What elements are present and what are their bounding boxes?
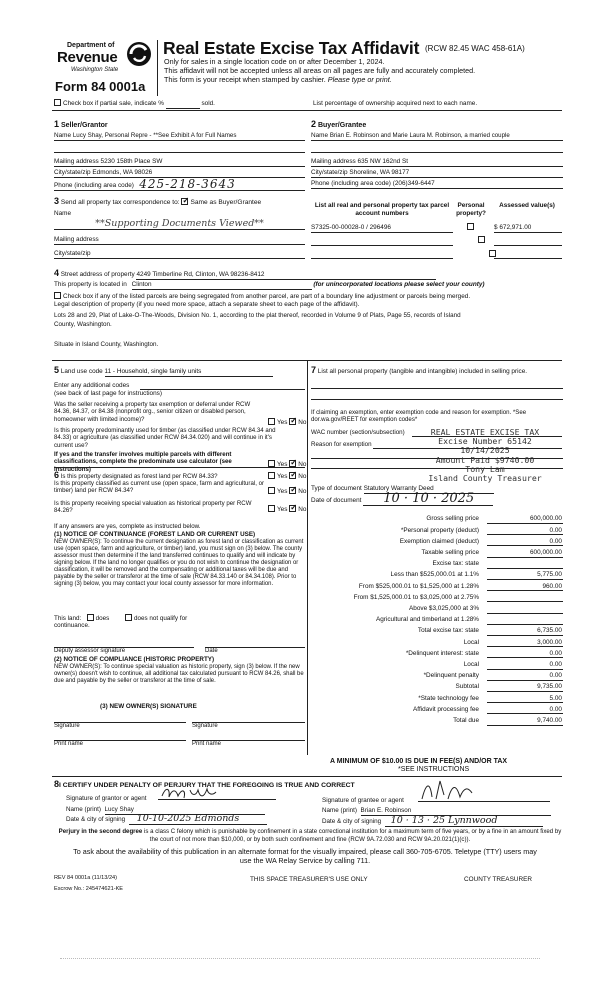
new-owner-print-label-2: Print name <box>192 741 222 747</box>
fee-row <box>310 715 563 726</box>
dept-line2: Revenue <box>57 49 118 66</box>
buyer-phone-value[interactable]: (206)349-6447 <box>392 180 435 187</box>
timber-question: Is this property predominantly used for timber (as classified under RCW 84.34 and 84.33) or agriculture (as classified under RCW 84.34.020) and will continue in it's current use? <box>54 427 276 449</box>
dept-logo <box>57 40 157 84</box>
fee-label: *Delinquent interest: state <box>405 649 479 657</box>
buyer-name-row <box>311 132 563 141</box>
fee-value[interactable]: 600,000.00 <box>487 549 563 558</box>
parcel-col2-header: Personal property? <box>456 202 486 217</box>
fee-row <box>310 636 563 647</box>
ownership-note: List percentage of ownership acquired next to each name. <box>313 100 478 107</box>
grantee-sig-label: Signature of grantee or agent <box>322 797 404 804</box>
fee-label: Total excise tax: state <box>417 627 479 635</box>
located-note: (for unincorporated locations please select your county) <box>313 281 485 288</box>
fee-label: Less than $525,000.01 at 1.1% <box>390 571 479 579</box>
fee-label: Affidavit processing fee <box>413 705 479 713</box>
fee-row <box>310 569 563 580</box>
form-number: Form 84 0001a <box>55 79 146 94</box>
grantee-signature[interactable] <box>418 782 550 802</box>
perjury-bold: Perjury in the second degree <box>58 828 143 835</box>
parcel-col1-header: List all real and personal property tax parcel account numbers <box>314 202 450 217</box>
current-use-yes-checkbox[interactable] <box>268 487 275 494</box>
fee-row <box>310 580 563 591</box>
fee-label: Subtotal <box>455 683 479 691</box>
stamp-line1: REAL ESTATE EXCISE TAX <box>430 427 540 437</box>
fee-label: Taxable selling price <box>421 548 479 556</box>
forest-yes-no: Yes ✓ No <box>268 472 306 481</box>
fee-value[interactable] <box>487 594 563 603</box>
fee-value[interactable]: 3,000.00 <box>487 639 563 648</box>
fee-row <box>310 591 563 602</box>
buyer-mail-label: Mailing address <box>311 158 356 165</box>
notice2-title: (2) NOTICE OF COMPLIANCE (HISTORIC PROPERTY) <box>54 656 215 663</box>
seller-city-label: City/state/zip <box>54 169 91 176</box>
land-use-value[interactable]: 11 - Household, single family units <box>105 368 273 377</box>
this-land-row: This land: does does not qualify for <box>54 615 188 622</box>
fee-row <box>310 535 563 546</box>
buyer-city-value[interactable]: Shoreline, WA 98177 <box>349 169 410 176</box>
buyer-heading: 2 Buyer/Grantee <box>311 119 367 129</box>
corr-name-label: Name <box>54 210 72 217</box>
buyer-name-value[interactable]: Brian E. Robinson and Marie Laura M. Robinson, a married couple <box>329 132 510 140</box>
corr-city-row[interactable] <box>54 250 305 259</box>
personal-property-checkbox-3[interactable] <box>489 250 496 257</box>
exemption-yes-no: Yes ✓ No <box>268 418 306 427</box>
fee-row <box>310 692 563 703</box>
doc-date-label: Date of document <box>311 497 362 504</box>
fee-value[interactable]: 9,740.00 <box>487 717 563 726</box>
revenue-swirl-icon <box>125 40 153 68</box>
assessed-value-1[interactable]: $ 672,971.00 <box>494 224 562 233</box>
fee-value[interactable]: 0.00 <box>487 672 563 681</box>
personal-property-checkbox-1[interactable] <box>467 223 474 230</box>
perjury-body: is a class C felony which is punishable by confinement in a state correctional institution for a maximum term of five years, or by a fine in an amount fixed by the court of not more than $10,000, or by both such confinement and fine (RCW 9A.72.030 and RCW 9A.20.021(1)(c)). <box>144 828 562 843</box>
reason-label: Reason for exemption <box>311 441 372 448</box>
fee-label: Total due <box>453 716 479 724</box>
rev-number: REV 84 0001a (11/13/24) <box>54 875 118 881</box>
timber-yes-checkbox[interactable] <box>268 460 275 467</box>
form-title: Real Estate Excise Tax Affidavit <box>163 38 420 58</box>
exemption-no-checkbox[interactable] <box>289 418 296 425</box>
corr-city-label: City/state/zip <box>54 250 91 258</box>
fee-row <box>310 603 563 614</box>
grantee-name-label: Name (print) <box>322 807 357 814</box>
fee-label: Local <box>463 638 479 646</box>
fee-label: Excise tax: state <box>432 560 479 568</box>
header-sub3-text: This form is your receipt when stamped by cashier. <box>164 75 326 84</box>
partial-percent-field[interactable] <box>166 100 200 109</box>
seller-mail-row <box>54 158 305 167</box>
fee-value[interactable] <box>487 560 563 569</box>
same-as-buyer-checkbox[interactable] <box>181 198 188 205</box>
county-treasurer-label: COUNTY TREASURER <box>464 876 532 883</box>
exemption-yes-checkbox[interactable] <box>268 418 275 425</box>
land-use-row: 5 Land use code 11 - Household, single family units <box>54 365 273 377</box>
header-sub3 <box>164 76 392 85</box>
dept-line1: Department of <box>67 42 115 49</box>
fee-row <box>310 513 563 524</box>
fee-row <box>310 659 563 670</box>
dept-line3: Washington State <box>71 67 119 73</box>
located-label: This property is located in <box>54 281 127 288</box>
legal-line3[interactable]: Situate in Island County, Washington. <box>54 341 159 348</box>
fee-row <box>310 681 563 692</box>
located-value[interactable]: Clinton <box>132 281 312 290</box>
fee-row <box>310 625 563 636</box>
forest-question: 6 Is this property designated as forest land per RCW 84.33? <box>54 470 218 480</box>
treasurer-use-label: THIS SPACE TREASURER'S USE ONLY <box>250 876 368 883</box>
continuance-label: continuance. <box>54 622 90 629</box>
street-label: Street address of property <box>60 271 135 278</box>
fee-label: Agricultural and timberland at 1.28% <box>375 616 479 624</box>
fee-value[interactable]: 9,735.00 <box>487 683 563 692</box>
fee-value[interactable]: 0.00 <box>487 661 563 670</box>
parcel-col3-header: Assessed value(s) <box>499 202 555 209</box>
header-sub3-italic: Please type or print. <box>327 75 392 84</box>
escrow-row <box>54 886 123 893</box>
minimum-line1: A MINIMUM OF $10.00 IS DUE IN FEE(S) AND/OR TAX <box>330 758 508 765</box>
segregated-text: Check box if any of the listed parcels are being segregated from another parcel, are part of a boundary line adjustment or parcels being merged. <box>63 293 471 300</box>
grantor-signature-scribble <box>160 786 230 800</box>
fee-value[interactable]: 6,735.00 <box>487 627 563 636</box>
perjury-text <box>54 828 566 843</box>
fee-row <box>310 670 563 681</box>
fee-value[interactable]: 0.00 <box>487 706 563 715</box>
buyer-mail-row <box>311 158 563 167</box>
grantor-name-value[interactable]: Lucy Shay <box>105 806 265 815</box>
fee-label: Exemption claimed (deduct) <box>399 537 479 545</box>
fee-row <box>310 547 563 558</box>
exemption-instruction: If claiming an exemption, enter exemption code and reason for exemption. *See dor.wa.gov/REET for exemption codes* <box>311 409 527 424</box>
buyer-phone-row <box>311 180 563 189</box>
segregated-checkbox[interactable] <box>54 292 61 299</box>
located-row <box>54 281 485 290</box>
grantee-date-value[interactable]: 10 · 13 · 25 Lynnwood <box>385 815 543 827</box>
doc-date-row <box>311 493 493 506</box>
current-use-yes-no: Yes ✓ No <box>268 487 306 496</box>
parcel-number-1[interactable]: S7325-00-00028-0 / 296496 <box>311 224 453 233</box>
doc-type-label: Type of document <box>311 485 362 492</box>
partial-label-a: Check box if partial sale, indicate % <box>63 100 164 107</box>
seller-phone-row <box>54 179 305 191</box>
seller-name-label: Name <box>54 132 72 139</box>
grantor-sig-label: Signature of grantor or agent <box>66 795 147 802</box>
deputy-signature-label: Deputy assessor signature <box>54 648 126 654</box>
buyer-name-label: Name <box>311 132 329 139</box>
seller-name-row <box>54 132 305 141</box>
legal-line2[interactable]: County, Washington. <box>54 321 112 328</box>
notice1-title: (1) NOTICE OF CONTINUANCE (FOREST LAND OR CURRENT USE) <box>54 531 256 538</box>
certify-heading: 8I CERTIFY UNDER PENALTY OF PERJURY THAT THE FOREGOING IS TRUE AND CORRECT <box>54 779 355 789</box>
addl-codes-label: Enter any additional codes <box>54 382 130 389</box>
buyer-city-row <box>311 169 563 178</box>
form-rcw: (RCW 82.45 WAC 458-61A) <box>425 44 525 53</box>
fee-value[interactable] <box>487 605 563 614</box>
forest-yes-checkbox[interactable] <box>268 472 275 479</box>
fee-row <box>310 703 563 714</box>
partial-label-b: sold. <box>201 100 215 107</box>
grantee-signature-scribble <box>418 779 498 801</box>
escrow-label: Escrow No.: <box>54 886 85 892</box>
new-owner-sig-label-2: Signature <box>192 723 218 729</box>
grantee-date-label: Date & city of signing <box>322 818 382 825</box>
minimum-line2: *SEE INSTRUCTIONS <box>398 766 470 773</box>
new-owner-print-label-1: Print name <box>54 741 84 747</box>
current-use-no-checkbox[interactable] <box>289 487 296 494</box>
stamp-line2: Excise Number 65142 <box>438 436 532 447</box>
fee-row <box>310 647 563 658</box>
fee-value[interactable]: 0.00 <box>487 527 563 536</box>
stamp-line6: Island County Treasurer <box>428 472 542 483</box>
forest-no-checkbox[interactable] <box>289 472 296 479</box>
historic-question: Is this property receiving special valuation as historical property per RCW 84.26? <box>54 500 252 515</box>
seller-city-value[interactable]: Edmonds, WA 98026 <box>92 169 153 176</box>
partial-sale-checkbox[interactable] <box>54 99 61 106</box>
header-sub2: This affidavit will not be accepted unless all areas on all pages are fully and accurately completed. <box>164 66 476 75</box>
stamp-line4: Amount Paid $9740.00 <box>435 454 535 465</box>
fee-value[interactable]: 5.00 <box>487 695 563 704</box>
corr-heading: 3 Send all property tax correspondence to: ✓ Same as Buyer/Grantee <box>54 196 261 207</box>
current-use-question: Is this property classified as current use (open space, farm and agricultural, or timber) land per RCW 84.34? <box>54 480 264 495</box>
notice1-body: NEW OWNER(S): To continue the current designation as forest land or classification as current use (open space, farm and agriculture, or timber) land, you must sign on (3) below. The county assessor must then determine if the land transferred continues to qualify and will indicate by signing below. If the land no longer qualifies or you do not wish to continue the designation or classification, it will be removed and the compensating or additional taxes will be due and payable by the seller or transferor at the time of sale (RCW 84.33.140 or 84.34.108). Prior to signing (3) below, you may contact your local county assessor for more information. <box>54 539 304 588</box>
fee-value[interactable]: 0.00 <box>487 650 563 659</box>
deputy-date-label: Date <box>205 648 218 654</box>
grantor-date-label: Date & city of signing <box>66 816 126 823</box>
buyer-city-label: City/state/zip <box>311 169 348 176</box>
grantor-date-value[interactable]: 10-10-2025 Edmonds <box>129 813 267 825</box>
fee-row <box>310 614 563 625</box>
corr-name-value[interactable]: **Supporting Documents Viewed** <box>54 218 305 230</box>
historic-yes-checkbox[interactable] <box>268 505 275 512</box>
personal-property-text: 7 List all personal property (tangible and intangible) included in selling price. <box>311 365 528 375</box>
grantee-name-value[interactable]: Brian E. Robinson <box>361 807 551 816</box>
street-value[interactable]: 4249 Timberline Rd, Clinton, WA 98236-8412 <box>136 271 436 280</box>
fee-value[interactable]: 0.00 <box>487 538 563 547</box>
buyer-mail-value[interactable]: 635 NW 162nd St <box>357 158 408 165</box>
land-use-label: Land use code <box>60 368 103 375</box>
corr-mail-row[interactable] <box>54 236 305 245</box>
same-as-buyer-label: Same as Buyer/Grantee <box>190 199 262 206</box>
fee-value[interactable]: 5,775.00 <box>487 571 563 580</box>
fee-row <box>310 558 563 569</box>
legal-label: Legal description of property (if you need more space, attach a separate sheet to each page of the affidavit). <box>54 301 360 308</box>
treasurer-stamp <box>400 428 570 483</box>
partial-sale-row <box>54 99 215 109</box>
seller-phone-value[interactable]: 425-218-3643 <box>139 177 236 191</box>
fee-label: *State technology fee <box>418 694 479 702</box>
notice3-title: (3) NEW OWNER(S) SIGNATURE <box>100 703 197 710</box>
grantor-date-row <box>66 813 267 825</box>
fee-label: From $1,525,000.01 to $3,025,000 at 2.75% <box>353 593 479 601</box>
historic-yes-no: Yes ✓ No <box>268 505 306 514</box>
fee-label: Gross selling price <box>426 515 479 523</box>
timber-question-b: If yes and the transfer involves multiple parcels with different classifications, complete the predominate use calculator (see instructions) <box>54 451 232 473</box>
seller-phone-label: Phone (including area code) <box>54 182 134 190</box>
doc-type-value[interactable]: Statutory Warranty Deed <box>364 485 494 494</box>
header-sub1: Only for sales in a single location code on or after December 1, 2024. <box>164 57 385 66</box>
personal-property-checkbox-2[interactable] <box>478 236 485 243</box>
timber-no-checkbox[interactable] <box>289 460 296 467</box>
stamp-line3: 10/14/2025 <box>460 445 510 456</box>
fee-value[interactable] <box>487 616 563 625</box>
escrow-value: 245474621-KE <box>85 886 124 892</box>
notice2-body: NEW OWNER(S): To continue special valuation as historic property, sign (3) below. If the new owner(s) doesn't wish to continue, all additional tax calculated pursuant to RCW 84.26, shall be due and payable by the seller or transferor at the time of sale. <box>54 664 304 685</box>
new-owner-sig-label-1: Signature <box>54 723 80 729</box>
exemption-question: Was the seller receiving a property tax exemption or deferral under RCW 84.36, 84.37, or 84.38 (nonprofit org., senior citizen or disabled person, homeowner with limited income)? <box>54 401 251 423</box>
fee-label: *Delinquent penalty <box>423 672 479 680</box>
does-checkbox[interactable] <box>87 614 94 621</box>
doc-date-value[interactable]: 10 · 10 · 2025 <box>363 493 493 506</box>
accessibility-text: To ask about the availability of this publication in an alternate format for the visually impaired, please call 360-705-6705. Teletype (TTY) users may use the WA Relay Service by calling 711. <box>73 847 537 865</box>
page-bottom-dots <box>60 958 540 959</box>
grantor-name-label: Name (print) <box>66 806 101 813</box>
fee-label: From $525,000.01 to $1,525,000 at 1.28% <box>358 582 479 590</box>
seller-name-value[interactable]: Lucy Shay, Personal Repre - **See Exhibit A for Full Names <box>72 132 237 140</box>
addl-codes-note: (see back of last page for instructions) <box>54 390 162 397</box>
legal-line1[interactable]: Lots 28 and 29, Plat of Lake-O-The-Woods, Division No. 1, according to the plat thereof, recorded in Volume 9 of Plats, Page 55, records of Island <box>54 312 461 319</box>
fee-label: *Personal property (deduct) <box>400 526 479 534</box>
wac-label: WAC number (section/subsection) <box>311 429 405 436</box>
corr-mail-label: Mailing address <box>54 236 99 244</box>
seller-mail-label: Mailing address <box>54 158 99 165</box>
does-not-checkbox[interactable] <box>125 614 132 621</box>
stamp-line5: Tony Lam <box>465 463 505 474</box>
fee-label: Local <box>463 660 479 668</box>
fee-value[interactable]: 600,000.00 <box>487 515 563 524</box>
seller-heading: 1 Seller/Grantor <box>54 119 108 129</box>
buyer-phone-label: Phone (including area code) <box>311 180 391 187</box>
timber-yes-no: Yes ✓ No <box>268 460 306 469</box>
fee-value[interactable]: 960.00 <box>487 583 563 592</box>
segregated-row <box>54 292 564 301</box>
seller-mail-value[interactable]: 5230 158th Place SW <box>100 158 163 165</box>
fee-row <box>310 524 563 535</box>
grantor-signature[interactable] <box>158 787 276 800</box>
historic-no-checkbox[interactable] <box>289 505 296 512</box>
street-row: 4 Street address of property 4249 Timberline Rd, Clinton, WA 98236-8412 <box>54 268 436 280</box>
fee-label: Above $3,025,000 at 3% <box>409 604 479 612</box>
sec6-instructions: If any answers are yes, complete as instructed below. <box>54 523 201 530</box>
grantee-date-row <box>322 815 543 827</box>
